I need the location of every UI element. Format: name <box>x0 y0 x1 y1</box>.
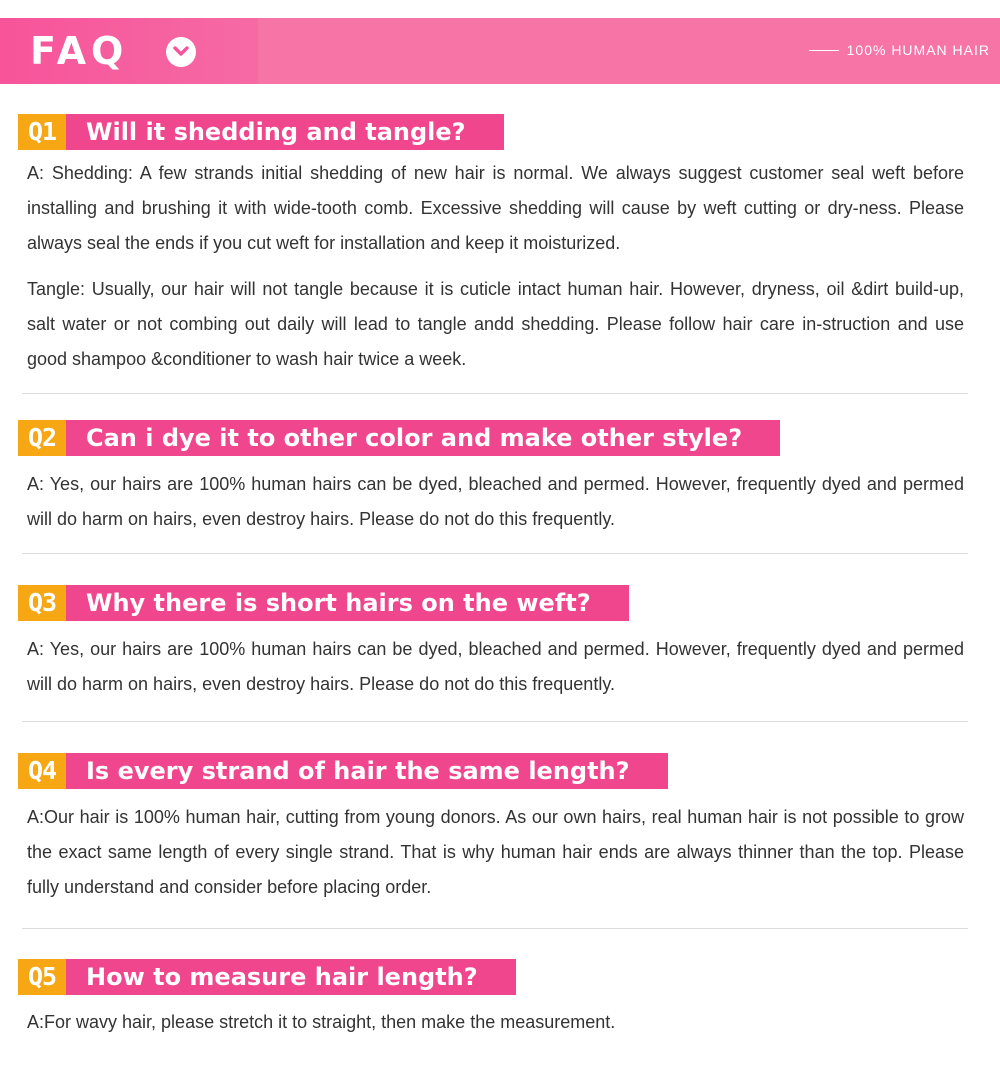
answer-text: Tangle: Usually, our hair will not tangle because it is cuticle intact human hair. However, dryness, oil &dirt build-up, salt water or not combing out daily will lead to tangle andd shedding. Please follow hair care in-struction and use good shampoo &conditioner to wash hair twice a week. <box>27 279 964 369</box>
answer-text: A:For wavy hair, please stretch it to straight, then make the measurement. <box>27 1012 616 1032</box>
faq-item-q2 <box>18 420 968 537</box>
faq-item-q3 <box>18 585 968 702</box>
question-title: Will it shedding and tangle? <box>66 114 504 150</box>
faq-item-q5 <box>18 959 968 1040</box>
tagline-text: 100% HUMAN HAIR <box>846 42 990 58</box>
question-title: Why there is short hairs on the weft? <box>66 585 629 621</box>
question-number: Q3 <box>18 585 66 621</box>
faq-question-header <box>18 420 968 456</box>
banner-tagline <box>809 42 990 58</box>
question-number: Q4 <box>18 753 66 789</box>
faq-question-header <box>18 753 968 789</box>
faq-item-q4 <box>18 753 968 905</box>
answer-text: A:Our hair is 100% human hair, cutting from young donors. As our own hairs, real human hair is not possible to grow the exact same length of every single strand. That is why human hair ends are always thinner than the top. Please fully understand and consider before placing order. <box>27 807 964 897</box>
question-title: Is every strand of hair the same length? <box>66 753 668 789</box>
answer-text: A: Shedding: A few strands initial shedding of new hair is normal. We always suggest customer seal weft before installing and brushing it with wide-tooth comb. Excessive shedding will cause by weft cutting or dry-ness. Please always seal the ends if you cut weft for installation and keep it moisturized. <box>27 163 964 253</box>
answer-text: A: Yes, our hairs are 100% human hairs can be dyed, bleached and permed. However, frequently dyed and permed will do harm on hairs, even destroy hairs. Please do not do this frequently. <box>27 474 964 529</box>
divider <box>22 928 968 929</box>
faq-item-q1 <box>18 114 968 377</box>
question-title: Can i dye it to other color and make other style? <box>66 420 780 456</box>
question-title: How to measure hair length? <box>66 959 516 995</box>
divider <box>22 553 968 554</box>
question-number: Q5 <box>18 959 66 995</box>
divider <box>22 393 968 394</box>
faq-question-header <box>18 585 968 621</box>
chevron-down-icon-glyph <box>173 46 189 58</box>
chevron-down-icon <box>166 37 196 67</box>
faq-question-header <box>18 114 968 150</box>
page-title: FAQ <box>30 29 129 73</box>
question-number: Q2 <box>18 420 66 456</box>
question-number: Q1 <box>18 114 66 150</box>
divider <box>22 721 968 722</box>
answer-text: A: Yes, our hairs are 100% human hairs can be dyed, bleached and permed. However, frequently dyed and permed will do harm on hairs, even destroy hairs. Please do not do this frequently. <box>27 639 964 694</box>
tagline-rule <box>809 50 839 51</box>
faq-banner <box>0 18 1000 84</box>
faq-banner-title-panel <box>0 18 258 84</box>
faq-question-header <box>18 959 968 995</box>
